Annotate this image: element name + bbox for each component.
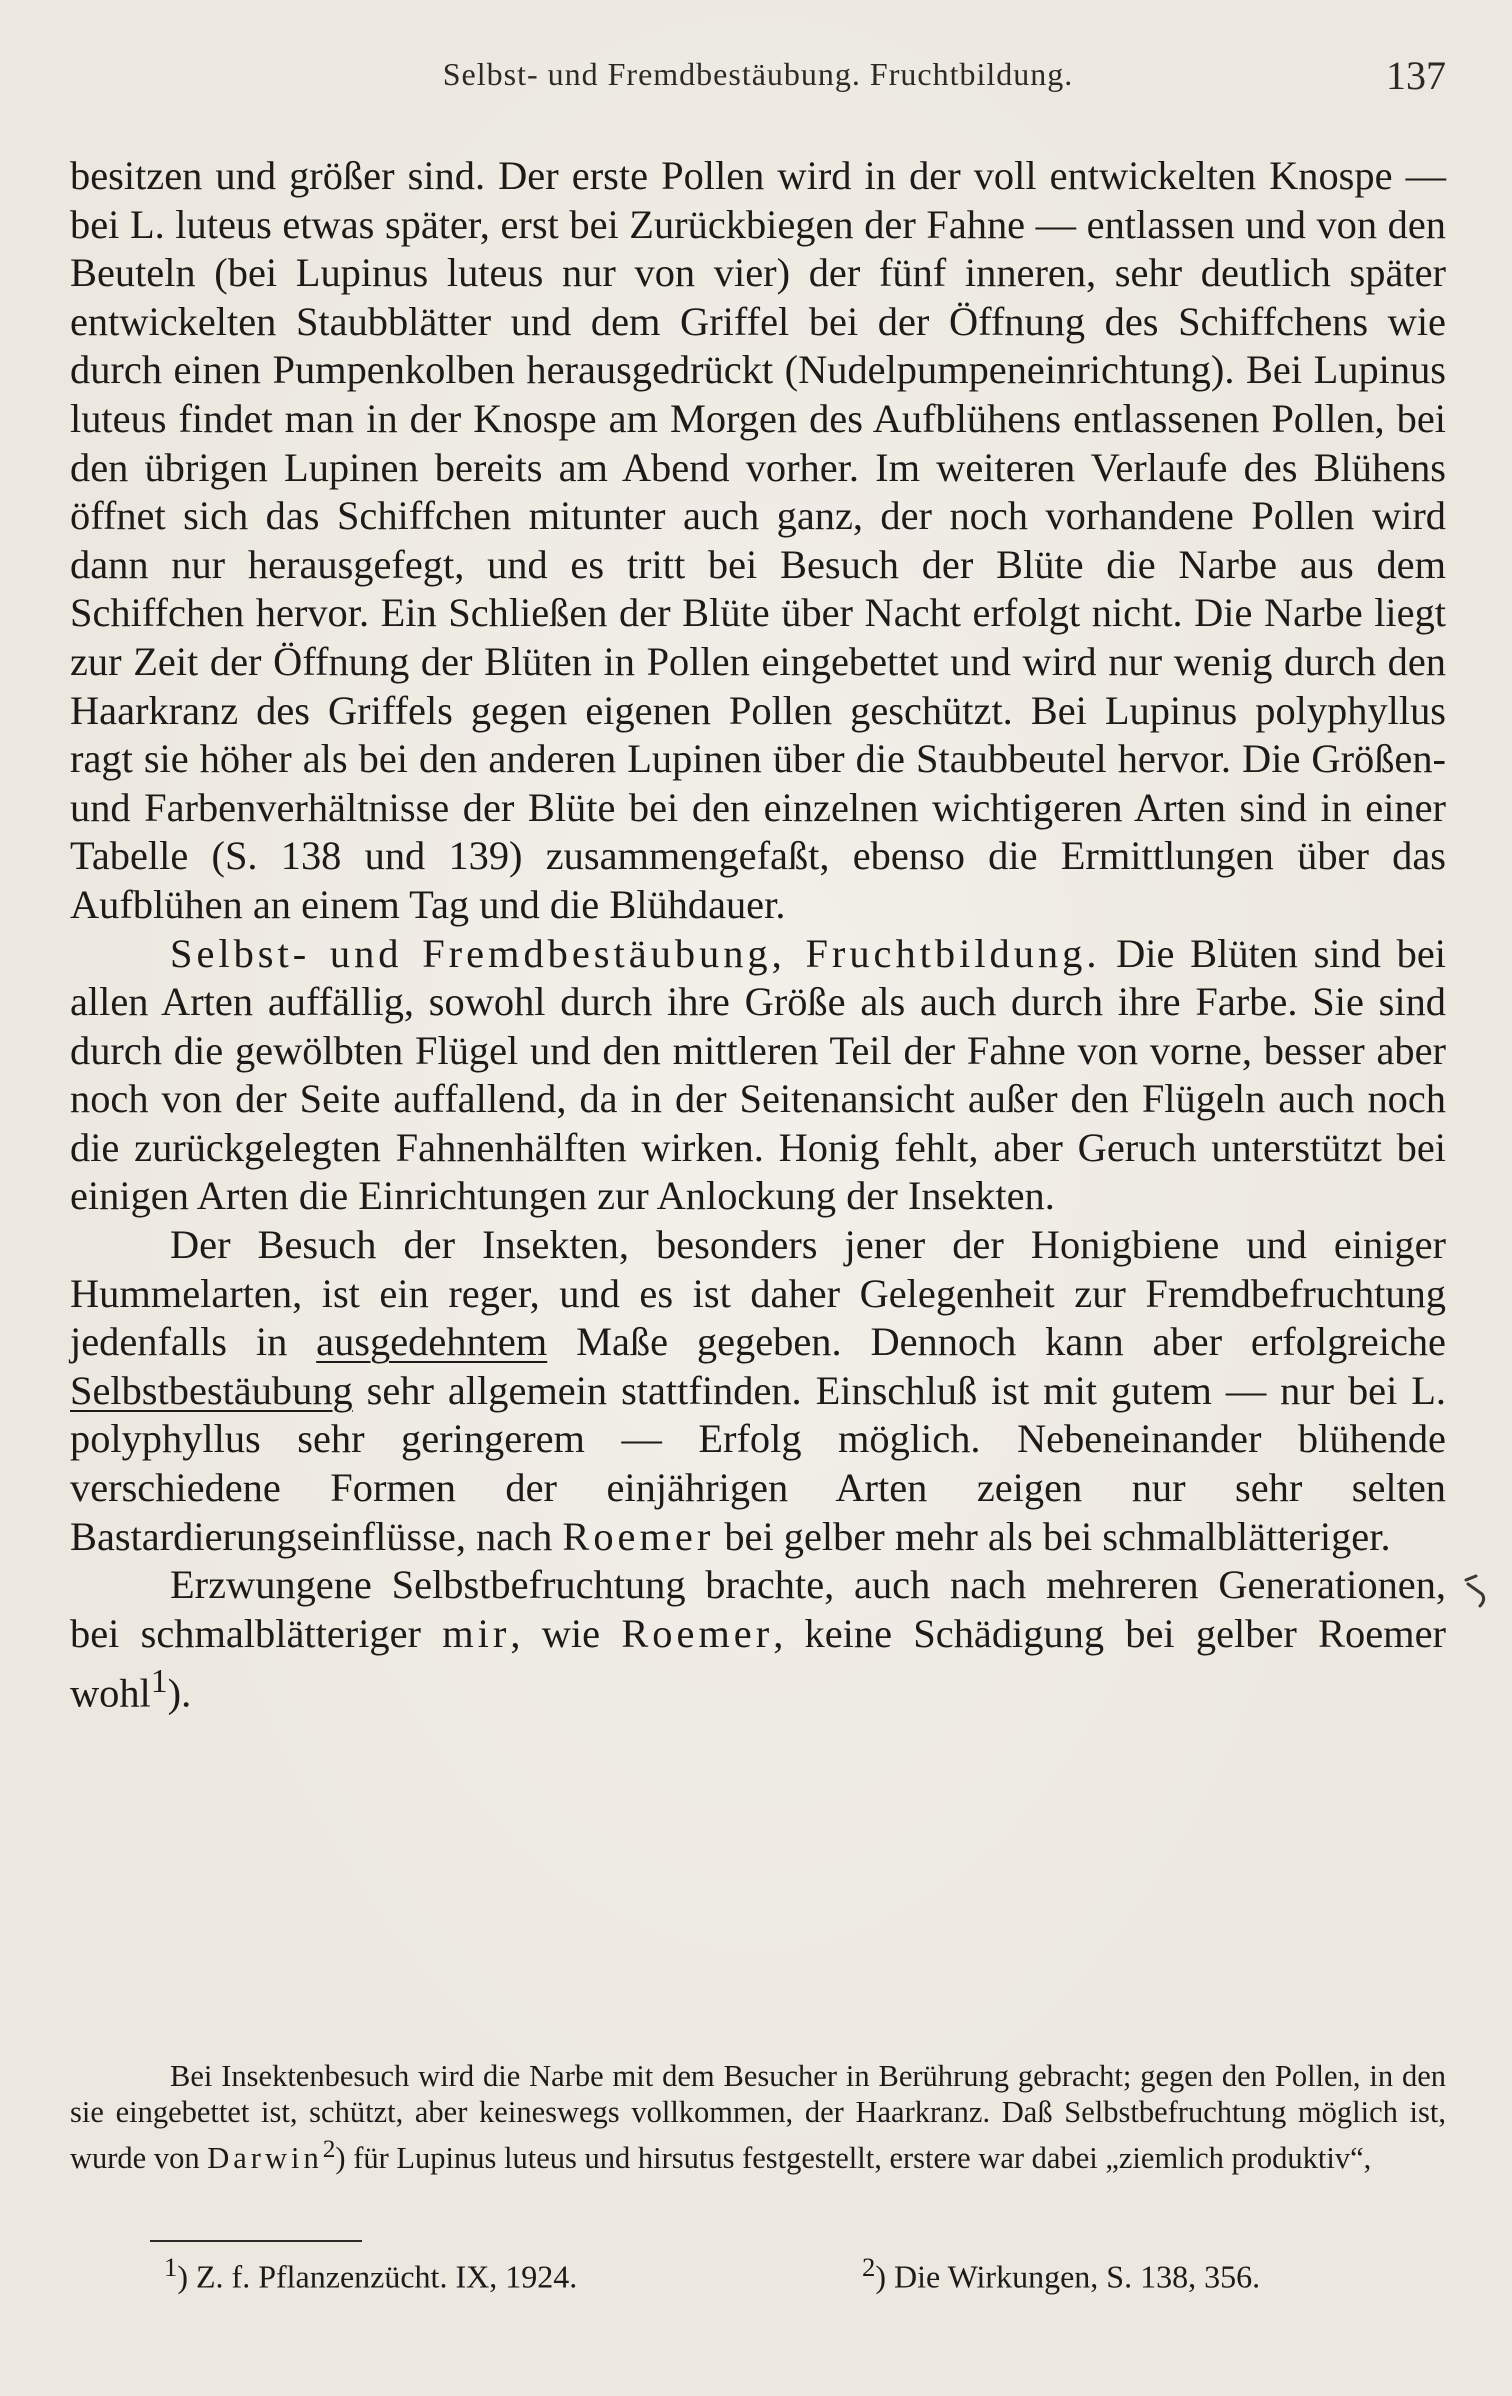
- author-name: Roemer: [621, 1610, 774, 1656]
- paragraph-insect-visits: [70, 1221, 1446, 1561]
- running-head: [70, 52, 1446, 112]
- paragraph-pollen-release: [70, 152, 1446, 930]
- footnote-text: ) Die Wirkungen, S. 138, 356.: [875, 2258, 1261, 2295]
- footnote-rule: [150, 2240, 362, 2242]
- underlined-word: ausgedehntem: [316, 1319, 548, 1365]
- paragraph-text: , keine Schädigung bei gelber Roemer wohl: [70, 1610, 1446, 1716]
- running-title: Selbst- und Fremdbestäubung. Fruchtbildung.: [442, 56, 1074, 92]
- footnote-marker: 2: [862, 2252, 876, 2282]
- footnote-1: [164, 2252, 577, 2296]
- author-name: Darwin: [207, 2140, 323, 2175]
- paragraph-text: , wie: [510, 1610, 622, 1656]
- paragraph-text: ).: [167, 1670, 192, 1716]
- footnote-reference: 1: [150, 1663, 168, 1701]
- paragraph-text: bei gelber mehr als bei schmalblätteriger.: [714, 1513, 1391, 1559]
- paragraph-text: Erzwungene Selbstbefruchtung brachte, auch nach mehreren Generationen, bei schmalblätteriger: [70, 1562, 1446, 1656]
- paragraph-text: Die Blüten sind bei allen Arten auffällig, sowohl durch ihre Größe als auch durch ihre Farbe. Sie sind durch die gewölbten Flügel und den mittleren Teil der Fahne von vorne, besser aber noch von der Seite auffallend, da in der Seitenansicht außer den Flügeln auch noch die zurückgelegten Fahnenhälften wirken. Honig fehlt, aber Geruch unterstützt bei einigen Arten die Einrichtungen zur Anlockung der Insekten.: [70, 930, 1446, 1219]
- footnote-marker: 1: [164, 2252, 178, 2282]
- paragraph-forced-selfing: [70, 1561, 1446, 1718]
- underlined-word: Selbstbestäubung: [70, 1367, 353, 1413]
- paragraph-text: besitzen und größer sind. Der erste Pollen wird in der voll entwickelten Knospe — bei L. luteus etwas später, erst bei Zurückbiegen der Fahne — entlassen und von den Beuteln (bei Lupinus luteus nur von vier) der fünf inneren, sehr deutlich später entwickelten Staubblätter und dem Griffel bei der Öffnung des Schiffchens wie durch einen Pumpenkolben herausgedrückt (Nudelpumpeneinrichtung). Bei Lupinus luteus findet man in der Knospe am Morgen des Aufblühens entlassenen Pollen, bei den übrigen Lupinen bereits am Abend vorher. Im weiteren Verlaufe des Blühens öffnet sich das Schiffchen mitunter auch ganz, der noch vorhandene Pollen wird dann nur herausgefegt, und es tritt bei Besuch der Blüte die Narbe aus dem Schiffchen hervor. Ein Schließen der Blüte über Nacht erfolgt nicht. Die Narbe liegt zur Zeit der Öffnung der Blüten in Pollen eingebettet und wird nur wenig durch den Haarkranz des Griffels gegen eigenen Pollen geschützt. Bei Lupinus polyphyllus ragt sie höher als bei den anderen Lupinen über die Staubbeutel hervor. Die Größen- und Farbenverhältnisse der Blüte bei den einzelnen wichtigeren Arten sind in einer Tabelle (S. 138 und 139) zusammengefaßt, ebenso die Ermittlungen über das Aufblühen an einem Tag und die Blühdauer.: [70, 153, 1446, 927]
- paragraph-text: Der Besuch der Insekten, besonders jener der Honigbiene und einiger Hummelarten, ist ein reger, und es ist daher Gelegenheit zur Fremdbefruchtung jedenfalls in: [70, 1222, 1446, 1365]
- section-heading: Selbst- und Fremdbestäubung, Fruchtbildung.: [170, 930, 1101, 976]
- paragraph-text: Bei Insektenbesuch wird die Narbe mit dem Besucher in Berührung gebracht; gegen den Pollen, in den sie eingebettet ist, schützt, aber keineswegs vollkommen, der Haarkranz. Daß Selbstbefruchtung möglich ist, wurde von: [70, 2059, 1446, 2175]
- handwritten-margin-mark-icon: [1462, 1572, 1490, 1612]
- page-number: 137: [1386, 53, 1446, 98]
- paragraph-text: ) für Lupinus luteus und hirsutus festgestellt, erstere war dabei „ziemlich produktiv“,: [335, 2140, 1372, 2175]
- small-print-paragraph: [70, 2058, 1446, 2176]
- footnote-reference: 2: [322, 2134, 336, 2163]
- body-text: [70, 152, 1446, 1718]
- footnotes: [150, 2250, 1400, 2300]
- paragraph-selbst-fremdbestaeubung: [70, 930, 1446, 1222]
- footnote-2: [862, 2252, 1260, 2296]
- footnote-text: ) Z. f. Pflanzenzücht. IX, 1924.: [177, 2258, 578, 2295]
- author-name: mir: [442, 1610, 511, 1656]
- paragraph-text: sehr allgemein stattfinden. Einschluß ist mit gutem — nur bei L. polyphyllus sehr geringerem — Erfolg möglich. Nebeneinander blühende verschiedene Formen der einjährigen Arten zeigen nur sehr selten Bastardierungseinflüsse, nach: [70, 1367, 1446, 1559]
- author-name: Roemer: [562, 1513, 715, 1559]
- paragraph-text: Maße gegeben. Dennoch kann aber erfolgreiche: [547, 1319, 1446, 1365]
